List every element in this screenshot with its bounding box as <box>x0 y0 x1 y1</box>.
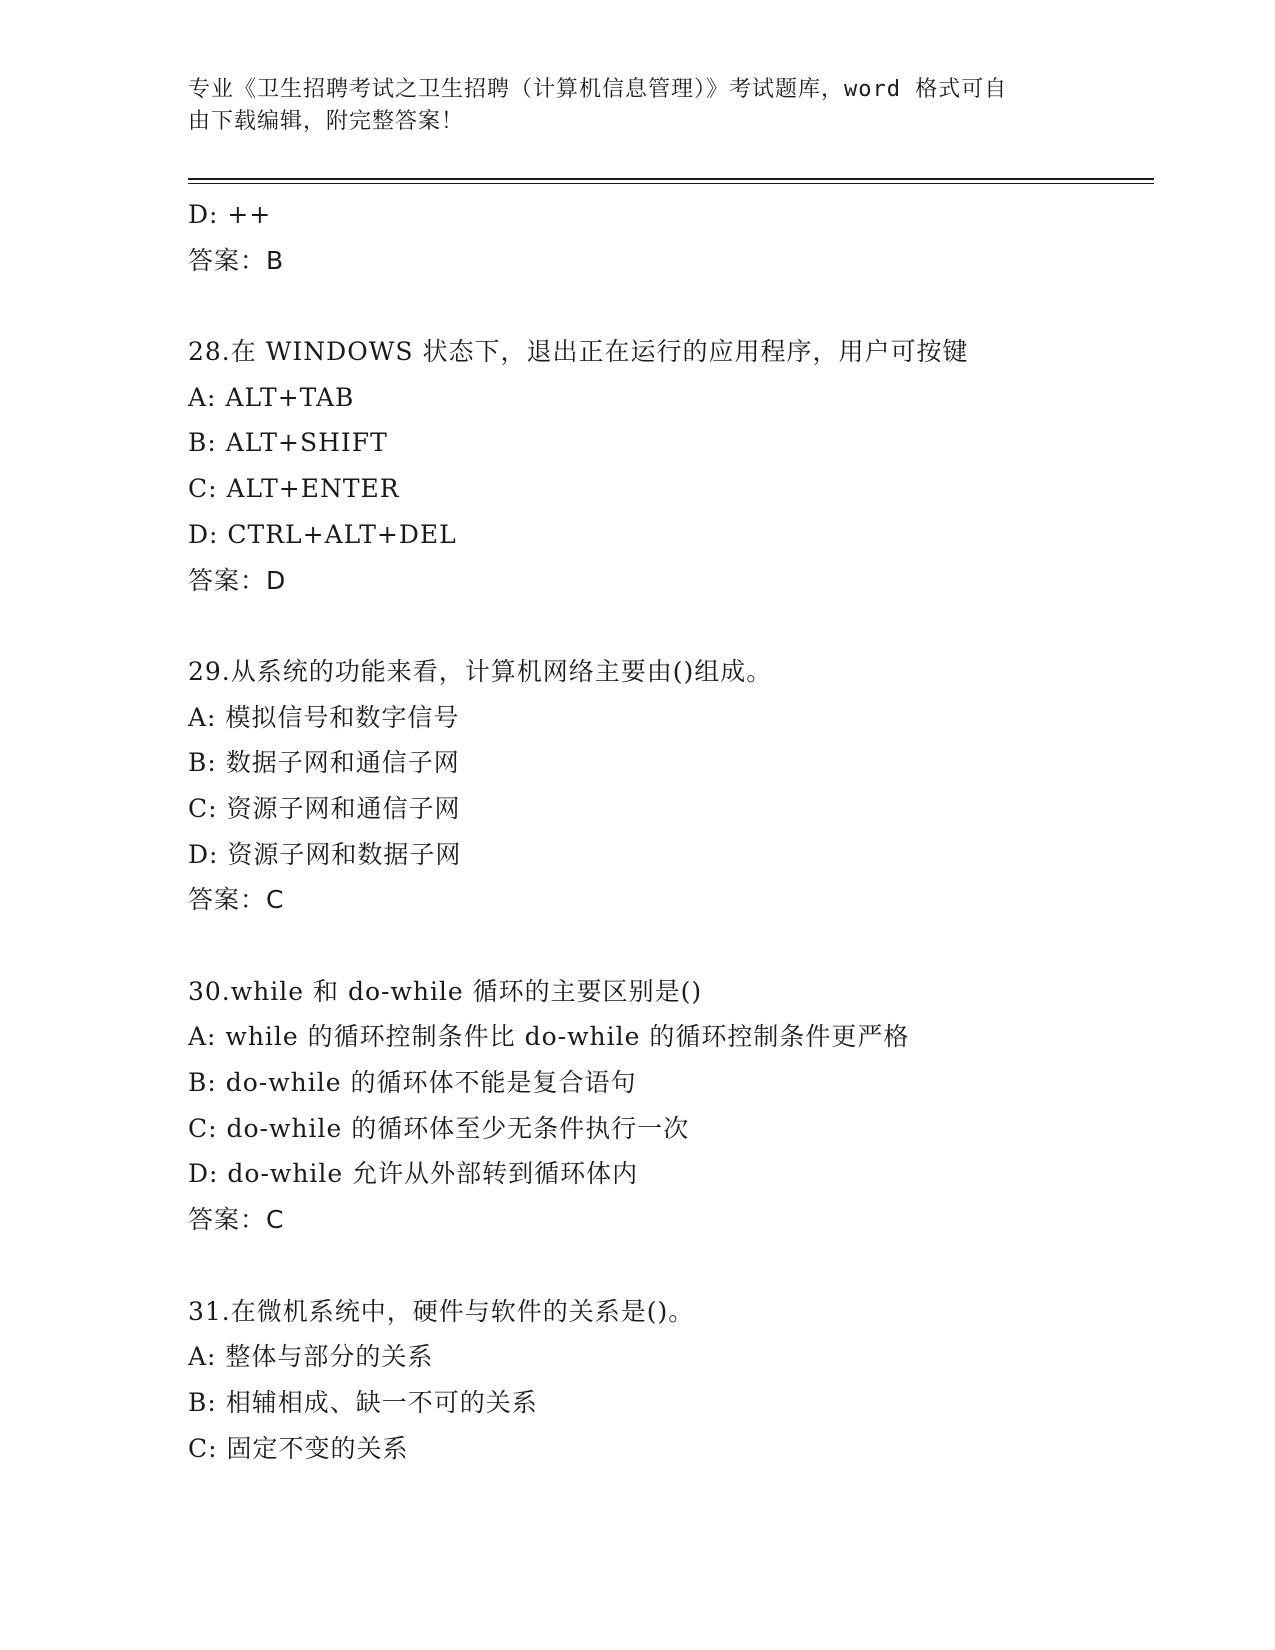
option-b: B: 数据子网和通信子网 <box>188 748 460 778</box>
option-c: C: 资源子网和通信子网 <box>188 793 461 823</box>
spacer <box>188 603 1148 649</box>
question-block <box>188 649 1148 923</box>
header-line-1: 专业《卫生招聘考试之卫生招聘（计算机信息管理）》考试题库，word 格式可自 <box>188 77 1008 102</box>
option-b: B: do-while 的循环体不能是复合语句 <box>188 1068 637 1098</box>
answer-line: 答案：B <box>188 245 285 275</box>
option-d: D: ++ <box>188 200 272 229</box>
question-block <box>188 329 1148 603</box>
question-stem: 29.从系统的功能来看，计算机网络主要由()组成。 <box>188 656 773 686</box>
answer-line: 答案：C <box>188 885 285 915</box>
spacer <box>188 1243 1148 1289</box>
question-block <box>188 1289 1148 1472</box>
header-line-2: 由下载编辑，附完整答案！ <box>188 109 465 134</box>
header-divider-thick <box>188 178 1154 180</box>
option-a: A: while 的循环控制条件比 do-while 的循环控制条件更严格 <box>188 1022 910 1052</box>
option-c: C: ALT+ENTER <box>188 474 400 504</box>
option-b: B: ALT+SHIFT <box>188 428 388 458</box>
option-c: C: 固定不变的关系 <box>188 1433 409 1463</box>
spacer <box>188 923 1148 969</box>
option-a: A: 整体与部分的关系 <box>188 1342 434 1372</box>
header-divider-thin <box>188 183 1154 184</box>
spacer <box>188 283 1148 329</box>
option-b: B: 相辅相成、缺一不可的关系 <box>188 1387 538 1417</box>
question-block <box>188 969 1148 1243</box>
option-d: D: CTRL+ALT+DEL <box>188 519 457 549</box>
option-c: C: do-while 的循环体至少无条件执行一次 <box>188 1113 690 1143</box>
option-d: D: do-while 允许从外部转到循环体内 <box>188 1159 639 1189</box>
option-d: D: 资源子网和数据子网 <box>188 839 462 869</box>
option-a: A: ALT+TAB <box>188 382 355 412</box>
question-stem: 28.在 WINDOWS 状态下，退出正在运行的应用程序，用户可按键 <box>188 337 969 367</box>
option-a: A: 模拟信号和数字信号 <box>188 702 460 732</box>
question-stem: 31.在微机系统中，硬件与软件的关系是()。 <box>188 1296 695 1326</box>
question-stem: 30.while 和 do-while 循环的主要区别是() <box>188 976 703 1006</box>
question-list <box>188 192 1148 1471</box>
answer-line: 答案：D <box>188 565 287 595</box>
document-header <box>188 74 1088 138</box>
answer-line: 答案：C <box>188 1205 285 1235</box>
